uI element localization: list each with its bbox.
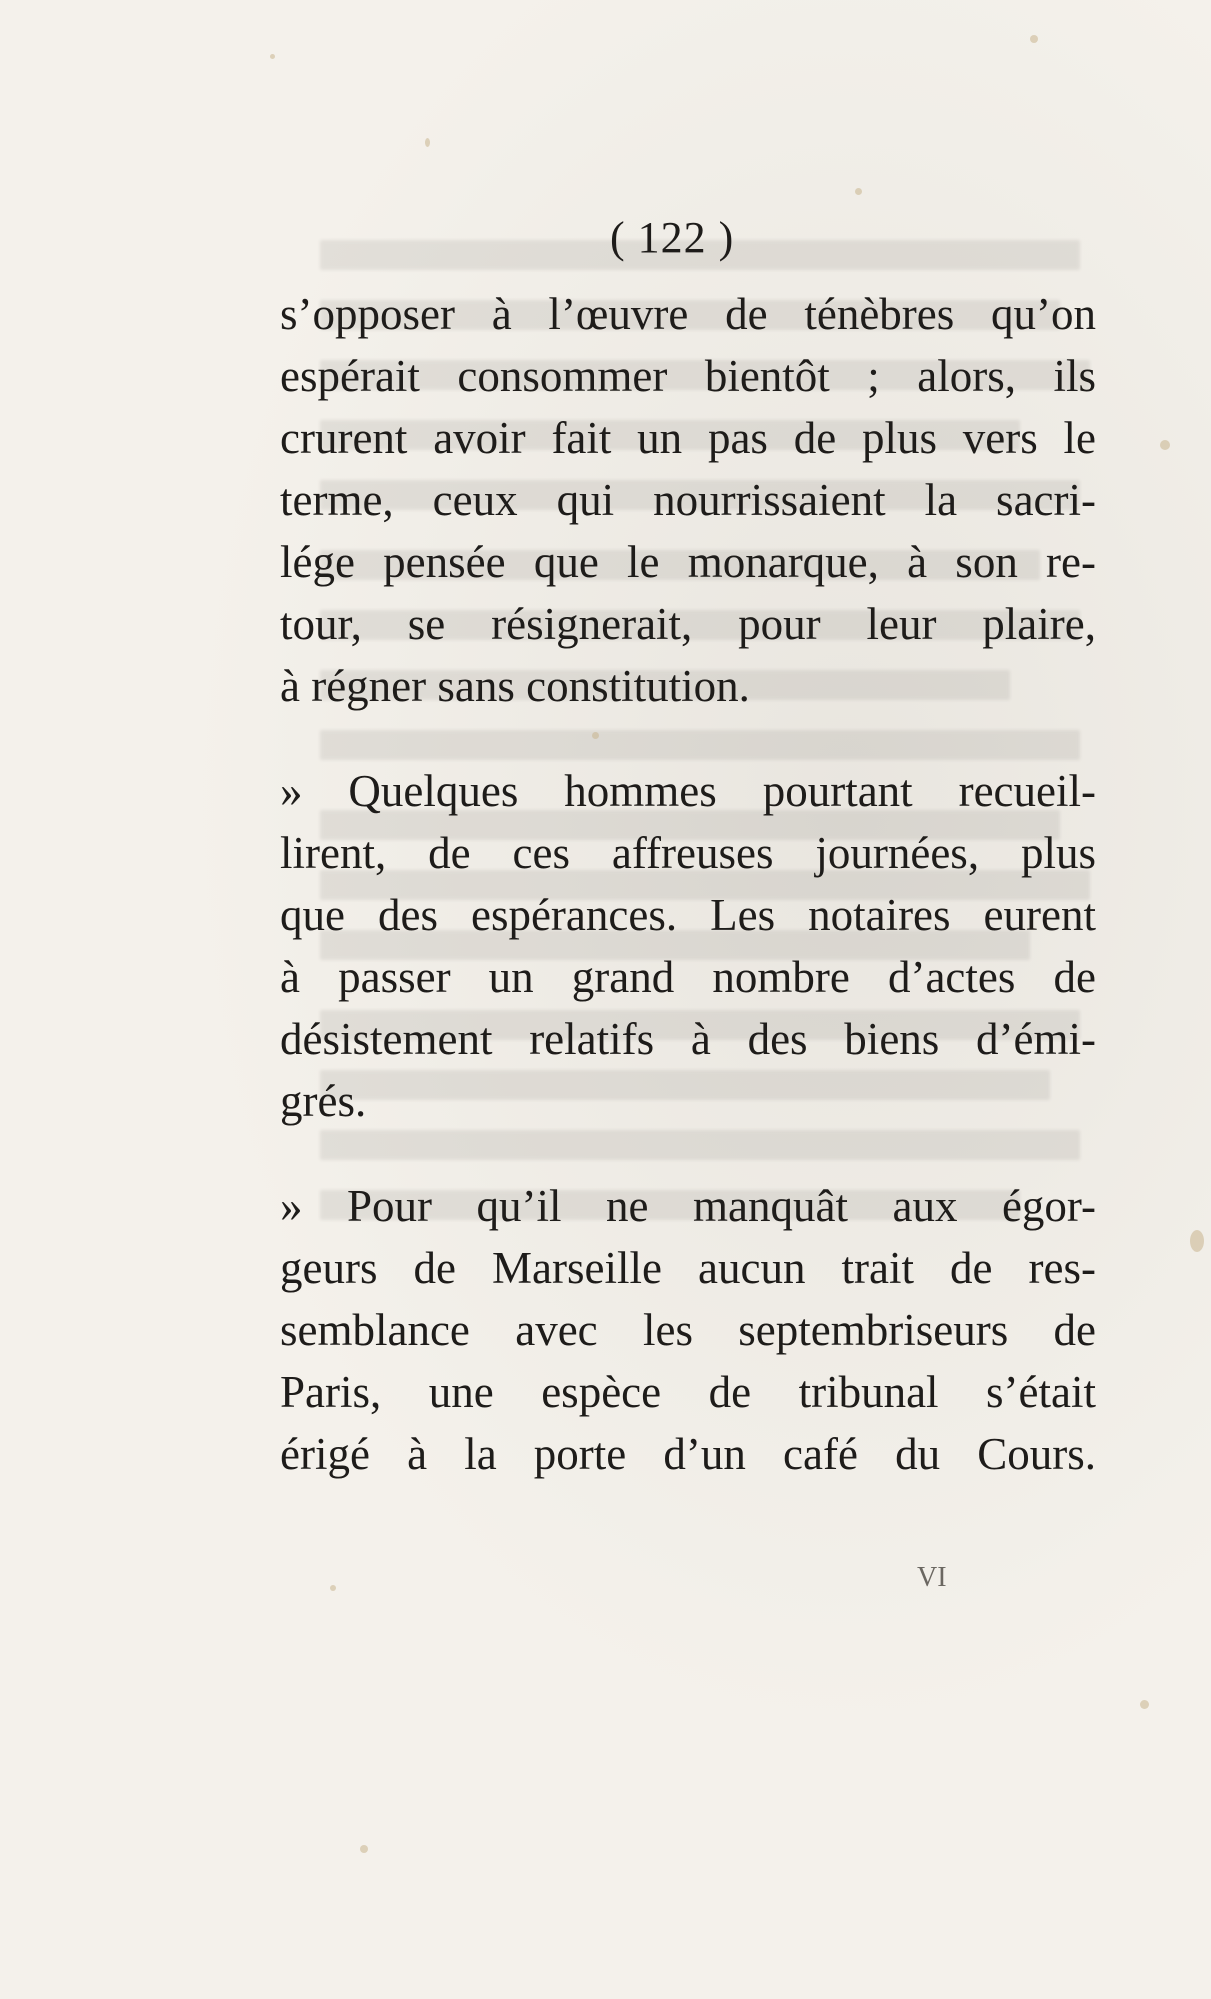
text-line: que des espérances. Les notaires eurent — [280, 890, 1096, 940]
text-line: semblance avec les septembriseurs de — [280, 1305, 1096, 1355]
paper-speck — [425, 138, 430, 147]
paper-speck — [1190, 1230, 1204, 1252]
paper-speck — [592, 732, 599, 739]
paper-speck — [1030, 35, 1038, 43]
text-line: lirent, de ces affreuses journées, plus — [280, 828, 1096, 878]
text-line: désistement relatifs à des biens d’émi- — [280, 1014, 1096, 1064]
text-line: tour, se résignerait, pour leur plaire, — [280, 599, 1096, 649]
text-line: grés. — [280, 1076, 367, 1126]
paper-speck — [855, 188, 862, 195]
paper-speck — [1140, 1700, 1149, 1709]
text-line: Paris, une espèce de tribunal s’était — [280, 1367, 1096, 1417]
text-line: s’opposer à l’œuvre de ténèbres qu’on — [280, 289, 1096, 339]
body-text — [280, 283, 1096, 1485]
text-line: érigé à la porte d’un café du Cours. — [280, 1429, 1096, 1479]
paper-speck — [360, 1845, 368, 1853]
paragraph-2 — [280, 760, 1096, 1132]
signature-mark: VI — [917, 1562, 947, 1593]
text-line: à régner sans constitution. — [280, 661, 750, 711]
text-line: » Quelques hommes pourtant recueil- — [280, 766, 1096, 816]
paragraph-1 — [280, 283, 1096, 717]
page-number: ( 122 ) — [610, 213, 735, 262]
text-line: » Pour qu’il ne manquât aux égor- — [280, 1181, 1096, 1231]
text-line: espérait consommer bientôt ; alors, ils — [280, 351, 1096, 401]
paper-speck — [270, 54, 275, 59]
text-line: geurs de Marseille aucun trait de res- — [280, 1243, 1096, 1293]
text-line: terme, ceux qui nourrissaient la sacri- — [280, 475, 1096, 525]
paper-speck — [330, 1585, 336, 1591]
paragraph-3 — [280, 1175, 1096, 1485]
text-line: lége pensée que le monarque, à son re- — [280, 537, 1096, 587]
paper-speck — [1160, 440, 1170, 450]
text-line: crurent avoir fait un pas de plus vers le — [280, 413, 1096, 463]
text-line: à passer un grand nombre d’actes de — [280, 952, 1096, 1002]
